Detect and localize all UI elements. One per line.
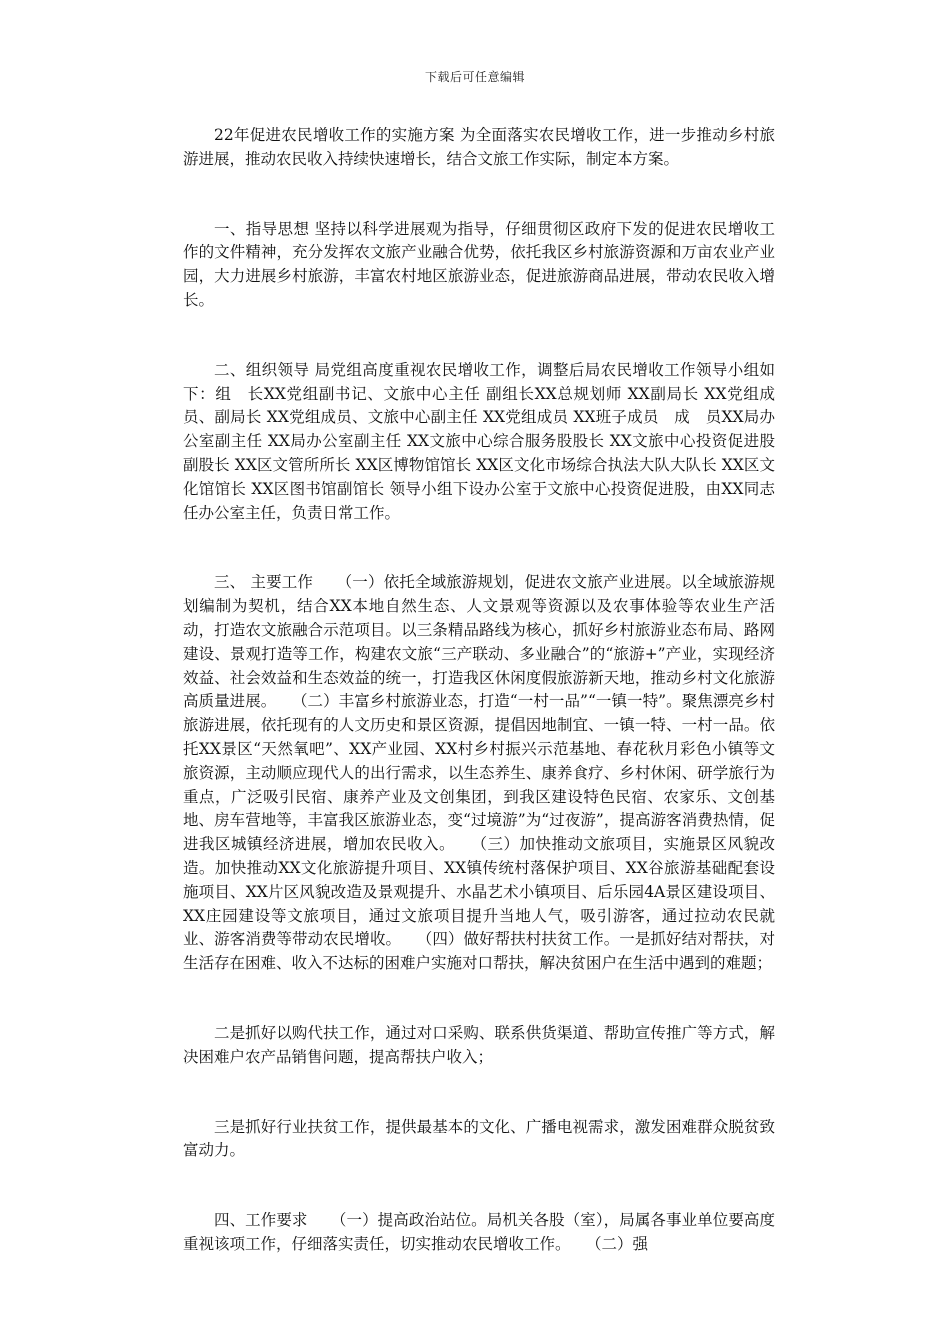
paragraph-main-work: 三、 主要工作 （一）依托全域旅游规划，促进农文旅产业进展。以全域旅游规划编制为契机，结合XX本地自然生态、人文景观等资源以及农事体验等农业生产活动，打造农文旅融合示范项目。以三条精品路线为核心，抓好乡村旅游业态布局、路网建设、景观打造等工作，构建农文旅“三产联动、多业融合”的“旅游+”产业，实现经济效益、社会效益和生态效益的统一，打造我区休闲度假旅游新天地，推动乡村文化旅游高质量进展。 （二）丰富乡村旅游业态，打造“一村一品”“一镇一特”。聚焦漂亮乡村旅游进展，依托现有的人文历史和景区资源，提倡因地制宜、一镇一特、一村一品。依托XX景区“天然氧吧”、XX产业园、XX村乡村振兴示范基地、春花秋月彩色小镇等文旅资源，主动顺应现代人的出行需求，以生态养生、康养食疗、乡村休闲、研学旅行为重点，广泛吸引民宿、康养产业及文创集团，到我区建设特色民宿、农家乐、文创基地、房车营地等，丰富我区旅游业态，变“过境游”为“过夜游”，提高游客消费热情，促进我区城镇经济进展，增加农民收入。 （三）加快推动文旅项目，实施景区风貌改造。加快推动XX文化旅游提升项目、XX镇传统村落保护项目、XX谷旅游基础配套设施项目、XX片区风貌改造及景观提升、水晶艺术小镇项目、后乐园4A景区建设项目、XX庄园建设等文旅项目，通过文旅项目提升当地人气，吸引游客，通过拉动农民就业、游客消费等带动农民增收。 （四）做好帮扶村扶贫工作。一是抓好结对帮扶，对生活存在困难、收入不达标的困难户实施对口帮扶，解决贫困户在生活中遇到的难题； xyxy=(183,573,775,973)
paragraph-industry-support: 三是抓好行业扶贫工作，提供最基本的文化、广播电视需求，激发困难群众脱贫致富动力。 xyxy=(183,1117,775,1160)
paragraph-requirements: 四、工作要求 （一）提高政治站位。局机关各股（室），局属各事业单位要高度重视该项工作，仔细落实责任，切实推动农民增收工作。 （二）强 xyxy=(183,1211,775,1253)
paragraph-guiding-ideology: 一、指导思想 坚持以科学进展观为指导，仔细贯彻区政府下发的促进农民增收工作的文件精神，充分发挥农文旅产业融合优势，依托我区乡村旅游资源和万亩农业产业园，大力进展乡村旅游，丰富农村地区旅游业态，促进旅游商品进展，带动农民收入增长。 xyxy=(183,219,775,309)
paragraph-intro: 22年促进农民增收工作的实施方案 为全面落实农民增收工作，进一步推动乡村旅游进展，推动农民收入持续快速增长，结合文旅工作实际，制定本方案。 xyxy=(183,126,775,168)
paragraph-purchase-support: 二是抓好以购代扶工作，通过对口采购、联系供货渠道、帮助宣传推广等方式，解决困难户农产品销售问题，提高帮扶户收入； xyxy=(183,1023,775,1066)
paragraph-organization: 二、组织领导 局党组高度重视农民增收工作，调整后局农民增收工作领导小组如下：组 长XX党组副书记、文旅中心主任 副组长XX总规划师 XX副局长 XX党组成员、副局长 XX党组成员、文旅中心副主任 XX党组成员 XX班子成员 成 员XX局办公室副主任 XX局办公室副主任 XX文旅中心综合服务股股长 XX文旅中心投资促进股副股长 XX区文管所所长 XX区博物馆馆长 XX区文化市场综合执法大队大队长 XX区文化馆馆长 XX区图书馆副馆长 领导小组下设办公室于文旅中心投资促进股，由XX同志任办公室主任，负责日常工作。 xyxy=(183,360,775,522)
header-note: 下载后可任意编辑 xyxy=(424,70,525,84)
document-body xyxy=(183,124,775,1257)
